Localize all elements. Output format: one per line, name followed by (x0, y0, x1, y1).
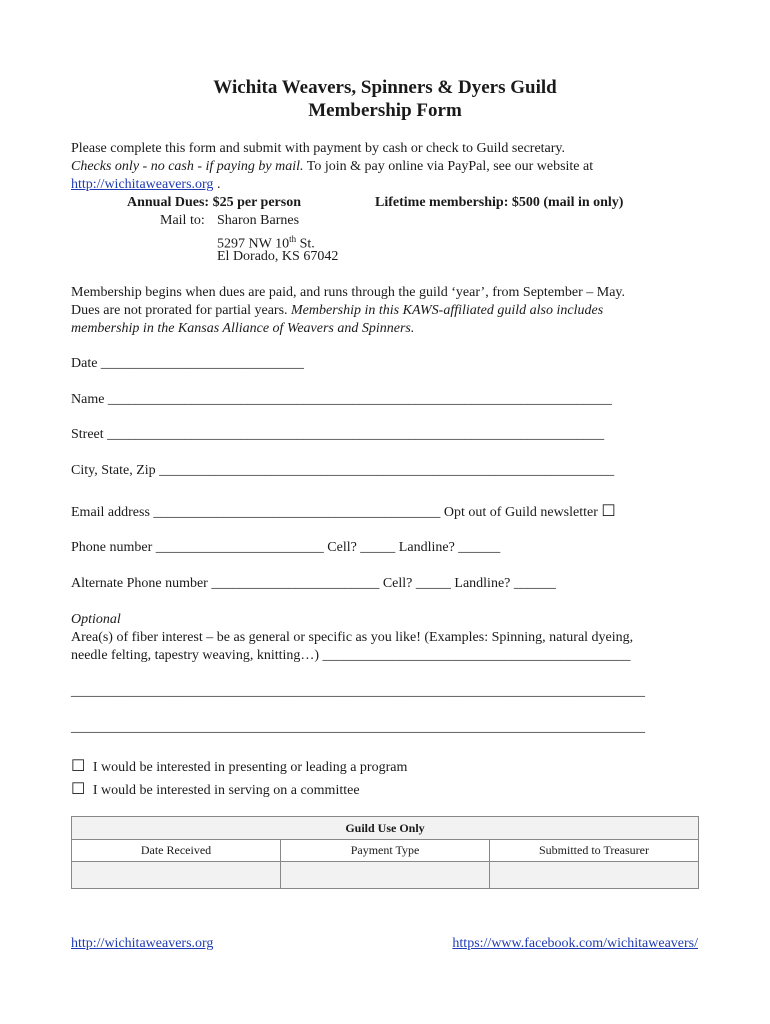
footer-website-link[interactable]: http://wichitaweavers.org (71, 936, 214, 951)
mail-street-name: St. (296, 236, 315, 252)
intro-line-3 (71, 176, 220, 194)
email-field-text: Email address _________________________________________ Opt out of Guild newsletter (71, 505, 598, 520)
payment-type-header: Payment Type (281, 840, 490, 862)
guild-use-table (71, 816, 699, 889)
intro-line-2 (71, 158, 593, 176)
newsletter-opt-out-checkbox[interactable]: ☐ (601, 503, 616, 520)
date-field[interactable]: Date _____________________________ (71, 356, 304, 371)
fiber-interest-blank-2[interactable]: __________________________________________________________________________________ (71, 720, 645, 735)
mail-street-number: 5297 NW 10 (217, 236, 290, 252)
form-subtitle: Membership Form (308, 100, 462, 121)
city-state-zip-field[interactable]: City, State, Zip _________________________________________________________________ (71, 463, 615, 478)
committee-option[interactable] (71, 781, 360, 800)
program-checkbox[interactable]: ☐ (71, 758, 86, 775)
annual-dues: Annual Dues: $25 per person (127, 195, 301, 210)
email-field[interactable] (71, 503, 616, 522)
guild-use-header: Guild Use Only (72, 817, 699, 840)
mail-city: El Dorado, KS 67042 (217, 249, 339, 264)
date-received-header: Date Received (72, 840, 281, 862)
fiber-interest-line-1: Area(s) of fiber interest – be as general or specific as you like! (Examples: Spinning, natural dyeing, (71, 630, 634, 645)
checks-only-note: Checks only - no cash - if paying by mail. (71, 159, 304, 174)
kaws-note: Membership in this KAWS-affiliated guild also includes (291, 303, 604, 318)
committee-label: I would be interested in serving on a committee (92, 783, 360, 798)
membership-line-1: Membership begins when dues are paid, and runs through the guild ‘year’, from September – May. (71, 285, 626, 300)
name-field[interactable]: Name ________________________________________________________________________ (71, 392, 612, 407)
intro-line-1: Please complete this form and submit with payment by cash or check to Guild secretary. (71, 141, 566, 156)
form-title: Wichita Weavers, Spinners & Dyers Guild (213, 77, 557, 98)
program-label: I would be interested in presenting or leading a program (92, 760, 408, 775)
paypal-note: To join & pay online via PayPal, see our website at (303, 159, 594, 174)
mail-to-label: Mail to: (160, 213, 205, 228)
submitted-to-treasurer-header: Submitted to Treasurer (490, 840, 699, 862)
mail-name: Sharon Barnes (217, 213, 300, 228)
mail-street-suffix: th (289, 234, 297, 244)
membership-line-3: membership in the Kansas Alliance of Weavers and Spinners. (71, 321, 415, 336)
date-received-cell[interactable] (72, 862, 281, 889)
intro-period: . (213, 177, 221, 192)
phone-field[interactable]: Phone number ________________________ Cell? _____ Landline? ______ (71, 540, 501, 555)
footer-facebook-link-wrap (452, 935, 698, 953)
fiber-interest-line-2[interactable]: needle felting, tapestry weaving, knitting…) ____________________________________________ (71, 648, 631, 663)
committee-checkbox[interactable]: ☐ (71, 781, 86, 798)
prorate-note: Dues are not prorated for partial years. (71, 303, 292, 318)
payment-type-cell[interactable] (281, 862, 490, 889)
lifetime-membership: Lifetime membership: $500 (mail in only) (375, 195, 624, 210)
street-field[interactable]: Street _______________________________________________________________________ (71, 427, 605, 442)
fiber-interest-blank-1[interactable]: __________________________________________________________________________________ (71, 684, 645, 699)
footer-website-link-wrap (71, 935, 213, 953)
program-option[interactable] (71, 758, 407, 777)
footer-facebook-link[interactable]: https://www.facebook.com/wichitaweavers/ (452, 936, 698, 951)
optional-label: Optional (71, 612, 121, 627)
alt-phone-field[interactable]: Alternate Phone number ________________________ Cell? _____ Landline? ______ (71, 576, 556, 591)
website-link[interactable]: http://wichitaweavers.org (71, 177, 214, 192)
submitted-to-treasurer-cell[interactable] (490, 862, 699, 889)
membership-line-2 (71, 302, 603, 320)
